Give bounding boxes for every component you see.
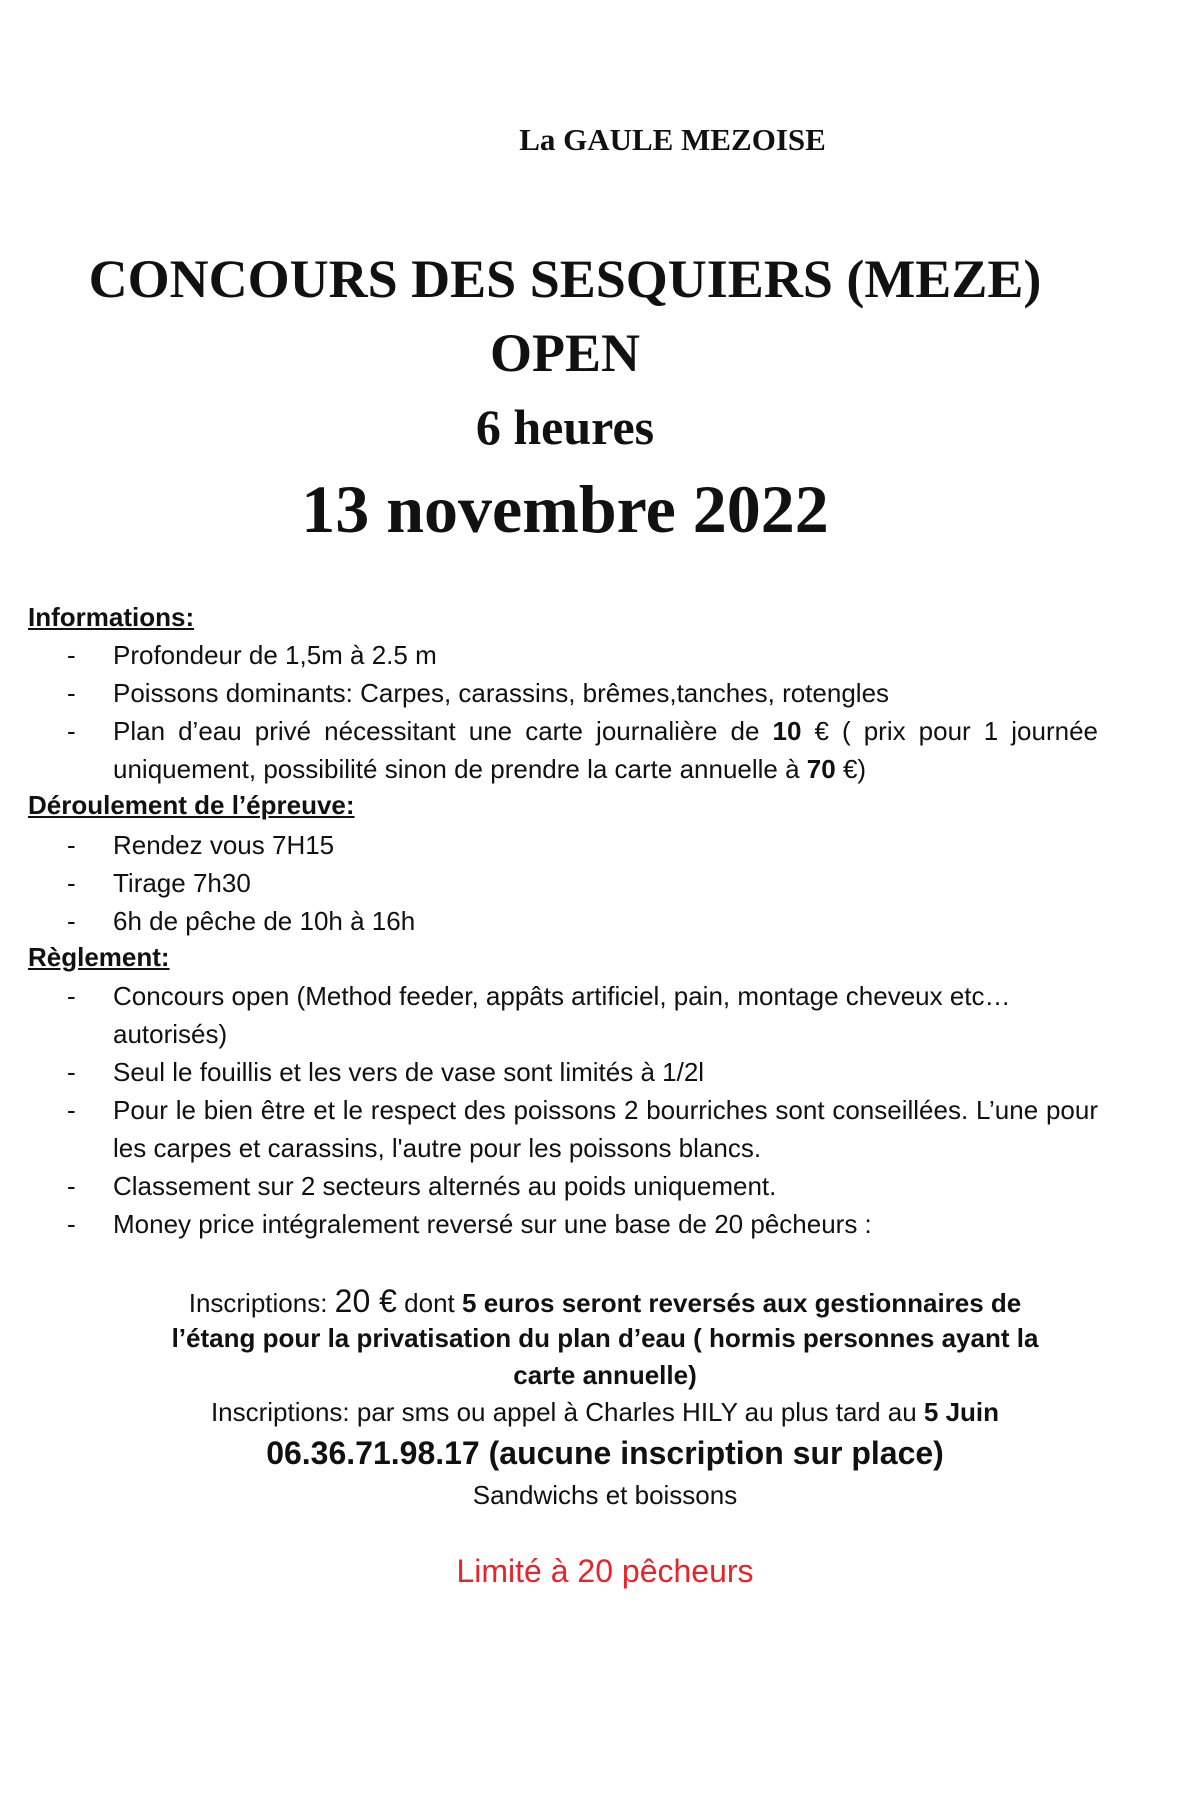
list-item-text: Concours open (Method feeder, appâts artificiel, pain, montage cheveux etc… autorisés): [113, 981, 1011, 1049]
list-item-text: Profondeur de 1,5m à 2.5 m: [113, 640, 437, 670]
registration-reverse-text: 5 euros seront reversés aux gestionnaires de: [462, 1288, 1022, 1318]
registration-fee-line: [0, 1283, 1200, 1320]
bullet-dash: -: [67, 716, 76, 746]
event-title: CONCOURS DES SESQUIERS (MEZE): [88, 249, 1042, 309]
list-item-text: Poissons dominants: Carpes, carassins, brêmes,tanches, rotengles: [113, 678, 890, 708]
bullet-dash: -: [67, 1171, 76, 1201]
food-info: Sandwichs et boissons: [472, 1480, 738, 1510]
list-item-text: Pour le bien être et le respect des poissons 2 bourriches sont conseillées. L’une pour les carpes et carassins, l'autre pour les poissons blancs.: [113, 1095, 1098, 1163]
participant-limit: Limité à 20 pêcheurs: [456, 1553, 754, 1589]
bullet-dash: -: [67, 830, 76, 860]
registration-fee: 20 €: [334, 1283, 397, 1319]
event-duration: 6 heures: [475, 399, 655, 455]
section-heading-reglement: Règlement:: [28, 942, 170, 972]
annual-card-price: 70: [806, 754, 836, 784]
registration-label: Inscriptions:: [188, 1288, 335, 1318]
daily-card-price: 10: [772, 716, 802, 746]
registration-reverse-line3: carte annuelle): [513, 1360, 697, 1390]
list-item-text: Seul le fouillis et les vers de vase sont limités à 1/2l: [113, 1057, 705, 1087]
registration-reverse-line2: l’étang pour la privatisation du plan d’eau ( hormis personnes ayant la: [171, 1323, 1039, 1353]
plan-eau-text-middle: € ( prix pour 1 journée uniquement, possibilité sinon de prendre la carte annuelle à: [113, 716, 1099, 784]
bullet-dash: -: [67, 1209, 76, 1239]
bullet-dash: -: [67, 981, 76, 1011]
plan-eau-text-start: Plan d’eau privé nécessitant une carte journalière de: [113, 716, 773, 746]
registration-deadline: 5 Juin: [923, 1397, 1000, 1427]
event-date: 13 novembre 2022: [301, 471, 829, 547]
list-item-text: Money price intégralement reversé sur une base de 20 pêcheurs :: [113, 1209, 872, 1239]
list-item-text: [113, 712, 1098, 788]
bullet-dash: -: [67, 640, 76, 670]
list-item-text: Rendez vous 7H15: [113, 830, 335, 860]
event-format: OPEN: [489, 323, 640, 383]
plan-eau-text-end: €): [835, 754, 867, 784]
bullet-dash: -: [67, 678, 76, 708]
contact-phone: 06.36.71.98.17 (aucune inscription sur place): [266, 1435, 944, 1471]
section-heading-deroulement: Déroulement de l’épreuve:: [28, 790, 355, 820]
bullet-dash: -: [67, 1095, 76, 1125]
list-item-text: 6h de pêche de 10h à 16h: [113, 906, 416, 936]
list-item-text: Classement sur 2 secteurs alternés au poids uniquement.: [113, 1171, 777, 1201]
registration-contact-text: Inscriptions: par sms ou appel à Charles HILY au plus tard au: [210, 1397, 924, 1427]
list-item-text: Tirage 7h30: [113, 868, 251, 898]
section-heading-informations: Informations:: [28, 602, 195, 632]
organizer-name: La GAULE MEZOISE: [519, 122, 826, 157]
registration-dont: dont: [396, 1288, 463, 1318]
registration-contact-line: [0, 1397, 1200, 1428]
bullet-dash: -: [67, 906, 76, 936]
bullet-dash: -: [67, 868, 76, 898]
bullet-dash: -: [67, 1057, 76, 1087]
